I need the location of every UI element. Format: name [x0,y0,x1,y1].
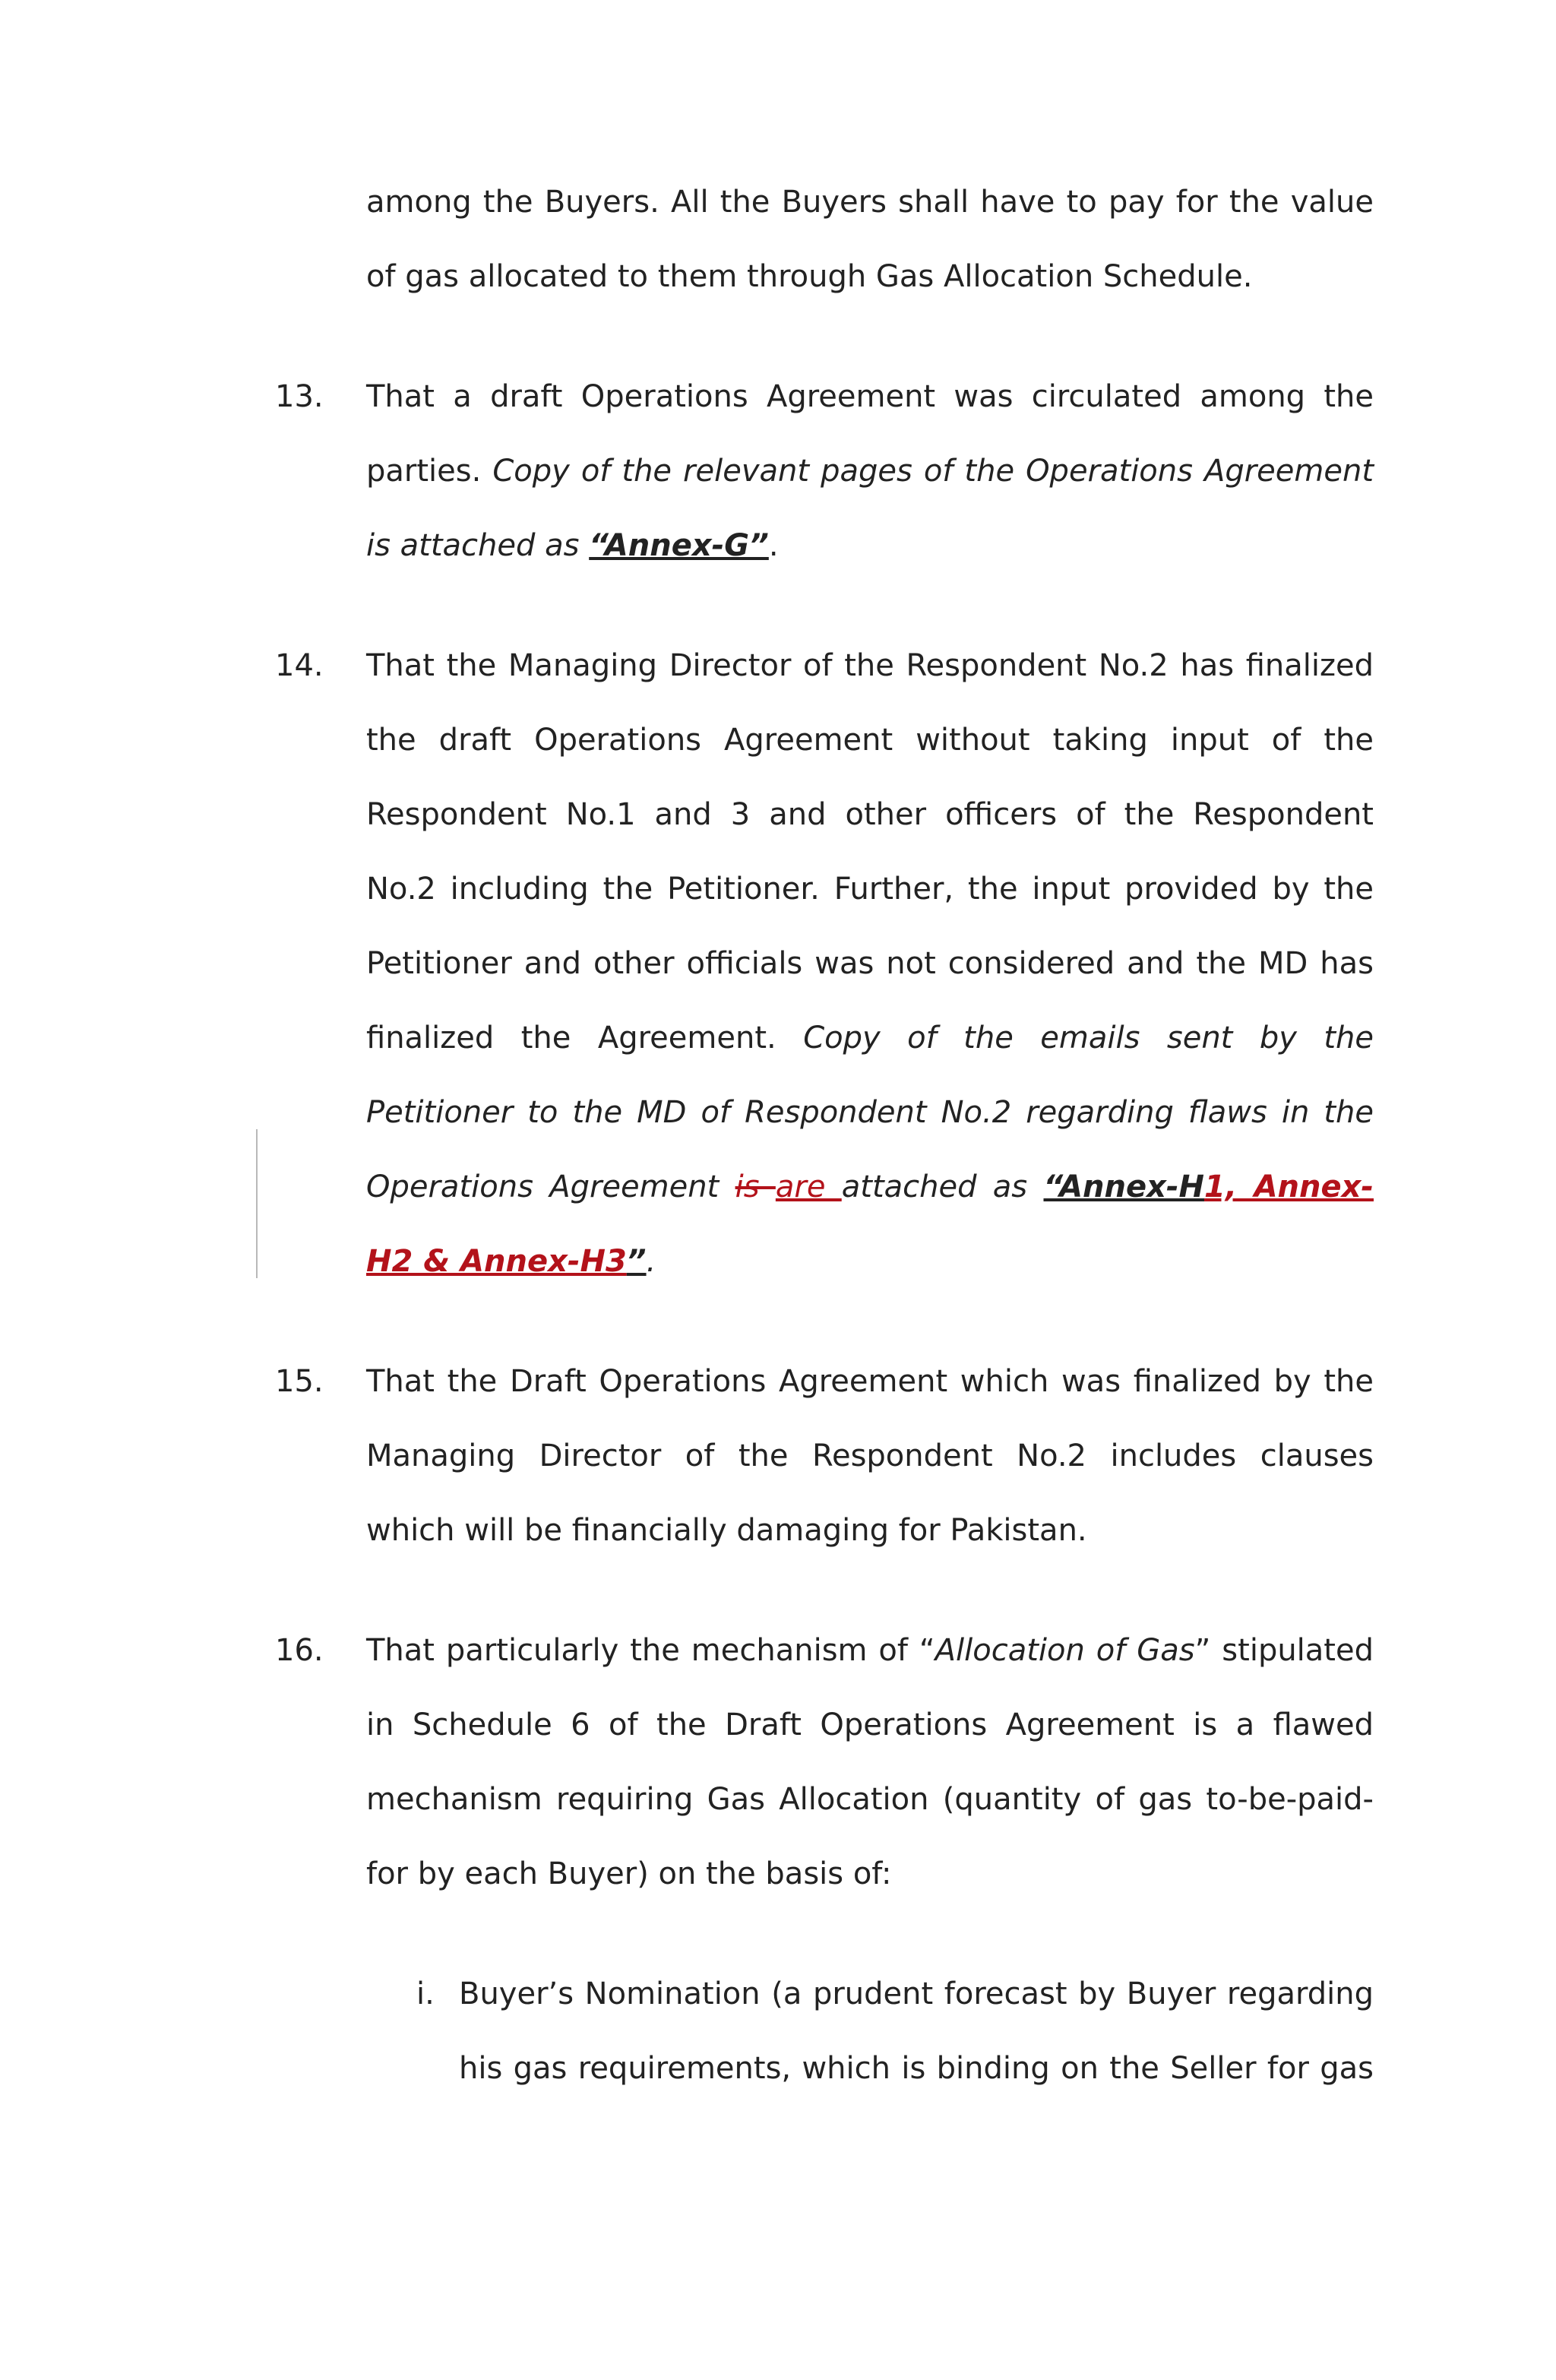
text-run: . [646,1244,656,1279]
paragraph-line: the draft Operations Agreement without taking input of the [366,723,1374,758]
annex-reference: ” [626,1244,647,1279]
paragraph-line: of gas allocated to them through Gas Allocation Schedule. [366,259,1253,294]
paragraph-number: 15. [275,1364,324,1399]
annex-reference: “Annex-G” [589,528,769,563]
text-run: . [768,528,779,563]
tracked-insertion: H2 & Annex-H3 [366,1244,627,1279]
text-run: ” stipulated [1194,1633,1374,1668]
annex-reference: “Annex-H [1043,1169,1205,1204]
paragraph-line: for by each Buyer) on the basis of: [366,1856,892,1891]
paragraph-line [366,1239,1374,1284]
italic-run: Copy of the relevant pages of the Operations Agreement [492,454,1374,489]
paragraph-line [366,1164,1374,1210]
paragraph-line: mechanism requiring Gas Allocation (quantity of gas to-be-paid- [366,1782,1374,1817]
list-item-line: his gas requirements, which is binding on the Seller for gas [459,2051,1374,2086]
text-run: parties. [366,454,482,489]
italic-run: Operations Agreement [366,1169,719,1204]
paragraph-line [366,1628,1374,1673]
italic-run: attached as [841,1169,1028,1204]
paragraph-number: 14. [275,648,324,683]
paragraph-line [366,523,1374,568]
tracked-deletion: is [735,1169,776,1204]
paragraph-line [366,1015,1374,1061]
list-item-number: i. [416,1976,435,2011]
paragraph-line: That the Managing Director of the Respondent No.2 has finalized [366,648,1374,683]
italic-run: Copy of the emails sent by the [803,1021,1374,1055]
paragraph-number: 16. [275,1633,324,1668]
list-item-line: Buyer’s Nomination (a prudent forecast by Buyer regarding [459,1976,1374,2011]
tracked-insertion: are [775,1169,842,1204]
paragraph-line: That the Draft Operations Agreement which was finalized by the [366,1364,1374,1399]
paragraph-line: among the Buyers. All the Buyers shall have to pay for the value [366,185,1374,220]
text-run: That particularly the mechanism of “ [366,1633,935,1668]
tracked-insertion: 1, Annex- [1204,1169,1374,1204]
paragraph-line: Petitioner to the MD of Respondent No.2 regarding flaws in the [366,1095,1374,1130]
change-bar [256,1129,258,1278]
paragraph-line: in Schedule 6 of the Draft Operations Agreement is a flawed [366,1707,1374,1742]
paragraph-line: That a draft Operations Agreement was circulated among the [366,379,1374,414]
paragraph-line [366,448,1374,494]
italic-run: is attached as [366,528,580,563]
text-run: finalized the Agreement. [366,1021,776,1055]
paragraph-line: Respondent No.1 and 3 and other officers of the Respondent [366,797,1374,832]
paragraph-line: Managing Director of the Respondent No.2 includes clauses [366,1438,1374,1473]
paragraph-line: Petitioner and other officials was not considered and the MD has [366,946,1374,981]
paragraph-line: No.2 including the Petitioner. Further, the input provided by the [366,872,1374,907]
paragraph-number: 13. [275,379,324,414]
italic-run: Allocation of Gas [935,1633,1195,1668]
paragraph-line: which will be financially damaging for Pakistan. [366,1513,1087,1548]
